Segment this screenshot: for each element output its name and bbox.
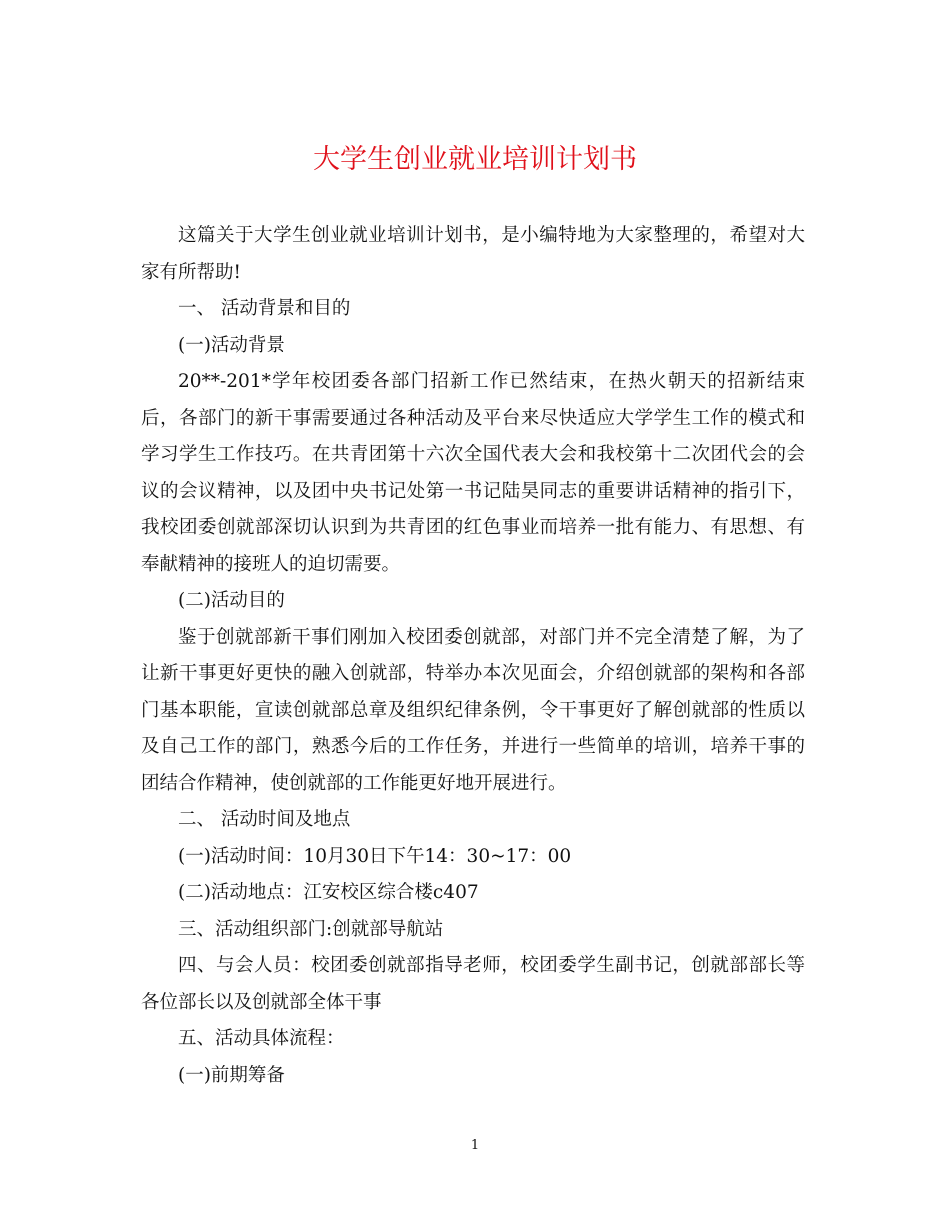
paragraph-intro: 这篇关于大学生创业就业培训计划书，是小编特地为大家整理的，希望对大家有所帮助! (141, 225, 805, 283)
paragraph-purpose: 鉴于创就部新干事们刚加入校团委创就部，对部门并不完全清楚了解，为了让新干事更好更快的融入创就部，特举办本次见面会，介绍创就部的架构和各部门基本职能，宣读创就部总章及组织纪律条例，令干事更好了解创就部的性质以及自己工作的部门，熟悉今后的工作任务，并进行一些简单的培训，培养干事的团结合作精神，使创就部的工作能更好地开展进行。 (141, 626, 805, 794)
heading-section-1: 一、 活动背景和目的 (178, 298, 351, 319)
heading-section-3: 三、活动组织部门:创就部导航站 (178, 918, 444, 940)
heading-section-5: 五、活动具体流程： (178, 1028, 345, 1049)
heading-section-4: 四、与会人员：校团委创就部指导老师，校团委学生副书记，创就部部长等各位部长以及创就部全体干事 (141, 955, 805, 1013)
item-activity-location: (二)活动地点：江安校区综合楼c407 (178, 882, 479, 903)
heading-section-2: 二、 活动时间及地点 (178, 809, 351, 830)
subheading-background: (一)活动背景 (178, 334, 285, 356)
page-number: 1 (470, 1138, 480, 1153)
item-activity-time: (一)活动时间：10月30日下午14：30~17：00 (178, 845, 572, 867)
document-body (141, 218, 805, 1094)
paragraph-background: 20**-201*学年校团委各部门招新工作已然结束，在热火朝天的招新结束后，各部门的新干事需要通过各种活动及平台来尽快适应大学学生工作的模式和学习学生工作技巧。在共青团第十六次全国代表大会和我校第十二次团代会的会议的会议精神，以及团中央书记处第一书记陆昊同志的重要讲话精神的指引下，我校团委创就部深切认识到为共青团的红色事业而培养一批有能力、有思想、有奉献精神的接班人的迫切需要。 (141, 371, 805, 575)
document-title: 大学生创业就业培训计划书 (313, 144, 637, 175)
subheading-purpose: (二)活动目的 (178, 590, 285, 611)
subheading-preparation: (一)前期筹备 (178, 1064, 285, 1086)
